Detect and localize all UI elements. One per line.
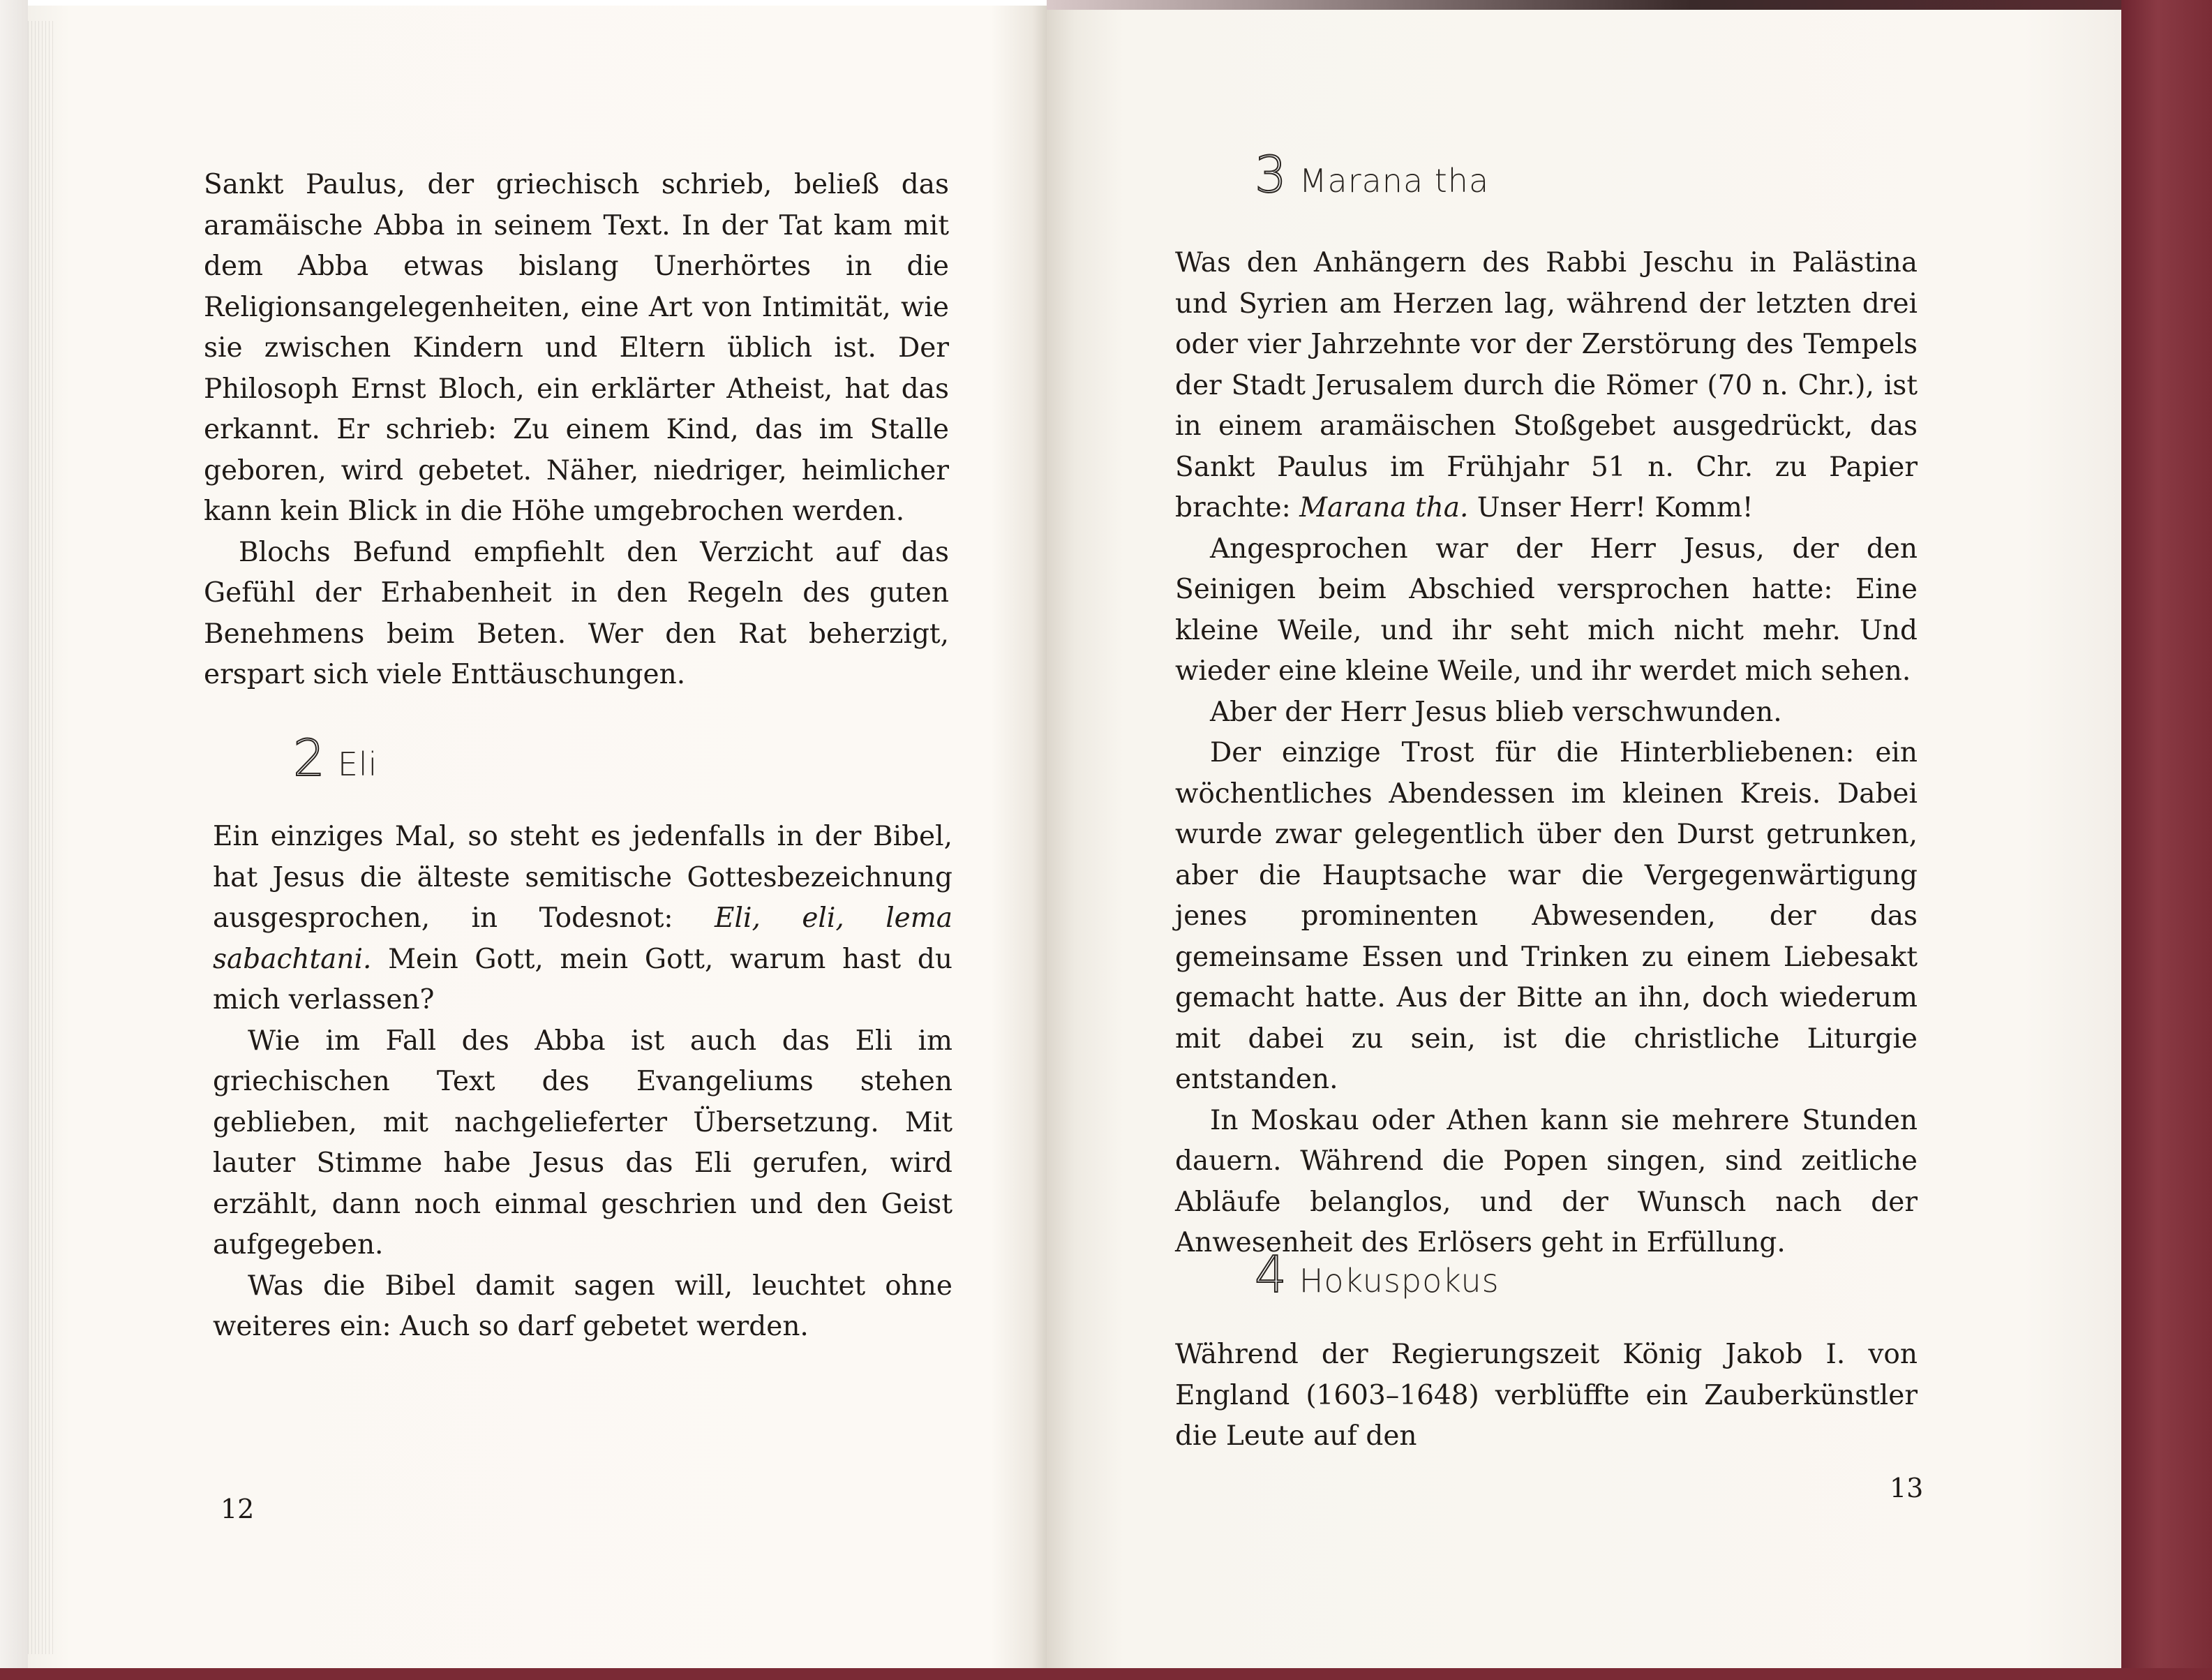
chapter-title: Eli bbox=[337, 745, 378, 783]
paragraph: Während der Regierungszeit König Jakob I. von England (1603–1648) verblüffte ein Zauberkünstler die Leute auf den bbox=[1175, 1339, 1918, 1452]
text-run: Was den Anhängern des Rabbi Jeschu in Palästina und Syrien am Herzen lag, während der letzten drei oder vier Jahrzehnte vor der Zerstörung des Tempels der Stadt Jerusalem durch die Römer (70 n. Chr.), ist in einem aramäischen Stoßgebet ausgedrückt, das Sankt Paulus im Frühjahr 51 n. Chr. zu Papier brachte: bbox=[1175, 247, 1918, 523]
paragraph: Aber der Herr Jesus blieb verschwunden. bbox=[1210, 696, 1782, 728]
paragraph bbox=[213, 817, 952, 1021]
text-run: Ein einziges Mal, so steht es jedenfalls in der Bibel, hat Jesus die älteste semitische Gottesbezeichnung ausgesprochen, in Todesnot: bbox=[213, 821, 952, 934]
chapter-number: 3 bbox=[1255, 145, 1287, 204]
paragraph: Sankt Paulus, der griechisch schrieb, beließ das aramäische Abba in seinem Text. In der Tat kam mit dem Abba etwas bislang Unerhörtes in die Religionsangelegenheiten, eine Art von Intimität, wie sie zwischen Kindern und Eltern üblich ist. Der Philosoph Ernst Bloch, ein erklärter Atheist, hat das erkannt. Er schrieb: Zu einem Kind, das im Stalle geboren, wird gebetet. Näher, niedriger, heimlicher kann kein Blick in die Höhe umgebrochen werden. bbox=[204, 169, 949, 527]
chapter-title: Hokuspokus bbox=[1299, 1262, 1500, 1300]
paragraph: Was die Bibel damit sagen will, leuchtet ohne weiteres ein: Auch so darf gebetet werden. bbox=[213, 1270, 952, 1342]
page-number-left: 12 bbox=[221, 1494, 255, 1524]
book-edge-left bbox=[0, 0, 28, 1680]
paragraph: Wie im Fall des Abba ist auch das Eli im griechischen Text des Evangeliums stehen geblieben, mit nachgelieferter Übersetzung. Mit lauter Stimme habe Jesus das Eli gerufen, wird erzählt, dann noch einmal geschrien und den Geist aufgegeben. bbox=[213, 1025, 952, 1261]
italic-quote: Marana tha. bbox=[1299, 492, 1469, 523]
paragraph: Angesprochen war der Herr Jesus, der den Seinigen beim Abschied versprochen hatte: Eine kleine Weile, und ihr seht mich nicht mehr. Und wieder eine kleine Weile, und ihr werdet mich sehen. bbox=[1175, 533, 1918, 687]
left-intro-text bbox=[204, 165, 949, 696]
italic-quote: Eli, eli, lema sabachtani. bbox=[213, 902, 952, 975]
paragraph: In Moskau oder Athen kann sie mehrere Stunden dauern. Während die Popen singen, sind zeitliche Abläufe belanglos, und der Wunsch nach der Anwesenheit des Erlösers geht in Erfüllung. bbox=[1175, 1104, 1918, 1258]
chapter-2-text bbox=[213, 817, 952, 1348]
chapter-3-text bbox=[1175, 243, 1918, 1264]
chapter-title: Marana tha bbox=[1299, 162, 1490, 200]
page-edge-lines bbox=[28, 21, 56, 1654]
text-run: Unser Herr! Komm! bbox=[1468, 492, 1754, 523]
paragraph bbox=[1175, 243, 1918, 529]
paragraph: Blochs Befund empfiehlt den Verzicht auf das Gefühl der Erhabenheit in den Regeln des guten Benehmens beim Beten. Wer den Rat beherzigt, erspart sich viele Enttäuschungen. bbox=[204, 536, 949, 690]
chapter-heading-2 bbox=[293, 729, 378, 787]
chapter-number: 4 bbox=[1255, 1245, 1287, 1304]
text-run: Mein Gott, mein Gott, warum hast du mich verlassen? bbox=[213, 943, 952, 1016]
chapter-heading-3 bbox=[1255, 145, 1490, 204]
chapter-number: 2 bbox=[293, 729, 325, 787]
page-number-right: 13 bbox=[1890, 1473, 1924, 1503]
chapter-heading-4 bbox=[1255, 1245, 1500, 1304]
book-cover-right bbox=[2121, 0, 2212, 1680]
book-cover-top bbox=[1047, 0, 2121, 10]
book-cover-bottom bbox=[0, 1668, 2212, 1680]
chapter-4-text bbox=[1175, 1335, 1918, 1457]
paragraph: Der einzige Trost für die Hinterbliebenen: ein wöchentliches Abendessen im kleinen Kreis. Dabei wurde zwar gelegentlich über den Durst getrunken, aber die Hauptsache war die Vergegenwärtigung jenes prominenten Abwesenden, der das gemeinsame Essen und Trinken zu einem Liebesakt gemacht hatte. Aus der Bitte an ihn, doch wiederum mit dabei zu sein, ist die christliche Liturgie entstanden. bbox=[1175, 737, 1918, 1095]
